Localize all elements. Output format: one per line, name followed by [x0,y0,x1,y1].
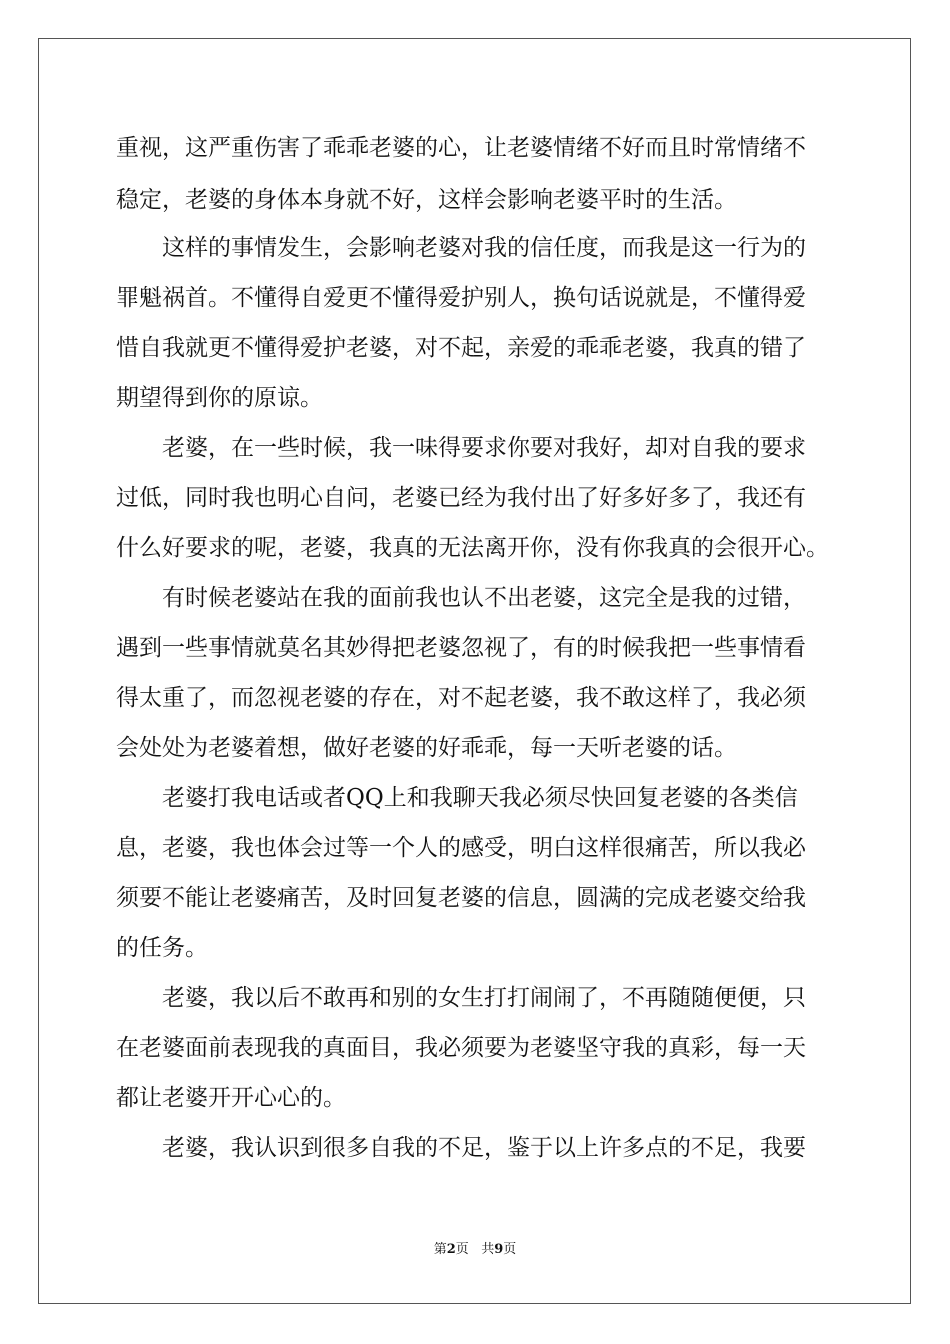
text-line: 遇到一些事情就莫名其妙得把老婆忽视了，有的时候我把一些事情看 [116,635,806,661]
text-line: 过低，同时我也明心自问，老婆已经为我付出了好多好多了，我还有 [116,485,806,511]
current-page-number: 2 [446,1242,456,1257]
text-line: 老婆，我以后不敢再和别的女生打打闹闹了，不再随随便便，只 [116,985,806,1011]
text-line: 老婆，在一些时候，我一味得要求你要对我好，却对自我的要求 [116,435,806,461]
total-label-prefix: 共 [481,1242,495,1257]
text-line: 期望得到你的原谅。 [116,385,323,411]
text-line: 老婆，我认识到很多自我的不足，鉴于以上许多点的不足，我要 [116,1135,806,1161]
text-line: 重视，这严重伤害了乖乖老婆的心，让老婆情绪不好而且时常情绪不 [116,135,806,161]
page-footer [0,1241,950,1259]
text-line: 得太重了，而忽视老婆的存在，对不起老婆，我不敢这样了，我必须 [116,685,806,711]
text-line: 稳定，老婆的身体本身就不好，这样会影响老婆平时的生活。 [116,187,737,213]
total-page-count: 9 [494,1242,504,1257]
text-line: 都让老婆开开心心的。 [116,1085,346,1111]
page-border [38,38,911,1304]
total-label-suffix: 页 [503,1242,517,1257]
page-label-prefix: 第 [433,1242,447,1257]
text-line: 会处处为老婆着想，做好老婆的好乖乖，每一天听老婆的话。 [116,735,737,761]
text-line: 什么好要求的呢，老婆，我真的无法离开你，没有你我真的会很开心。 [116,535,829,561]
text-line: 老婆打我电话或者QQ上和我聊天我必须尽快回复老婆的各类信 [116,785,798,811]
page-label-suffix: 页 [455,1242,469,1257]
text-line: 罪魁祸首。不懂得自爱更不懂得爱护别人，换句话说就是，不懂得爱 [116,285,806,311]
text-line: 息，老婆，我也体会过等一个人的感受，明白这样很痛苦，所以我必 [116,835,806,861]
text-line: 惜自我就更不懂得爱护老婆，对不起，亲爱的乖乖老婆，我真的错了 [116,335,806,361]
text-line: 的任务。 [116,935,208,961]
text-line: 在老婆面前表现我的真面目，我必须要为老婆坚守我的真彩，每一天 [116,1035,806,1061]
text-line: 有时候老婆站在我的面前我也认不出老婆，这完全是我的过错， [116,585,806,611]
text-line: 须要不能让老婆痛苦，及时回复老婆的信息，圆满的完成老婆交给我 [116,885,806,911]
text-line: 这样的事情发生，会影响老婆对我的信任度，而我是这一行为的 [116,235,806,261]
